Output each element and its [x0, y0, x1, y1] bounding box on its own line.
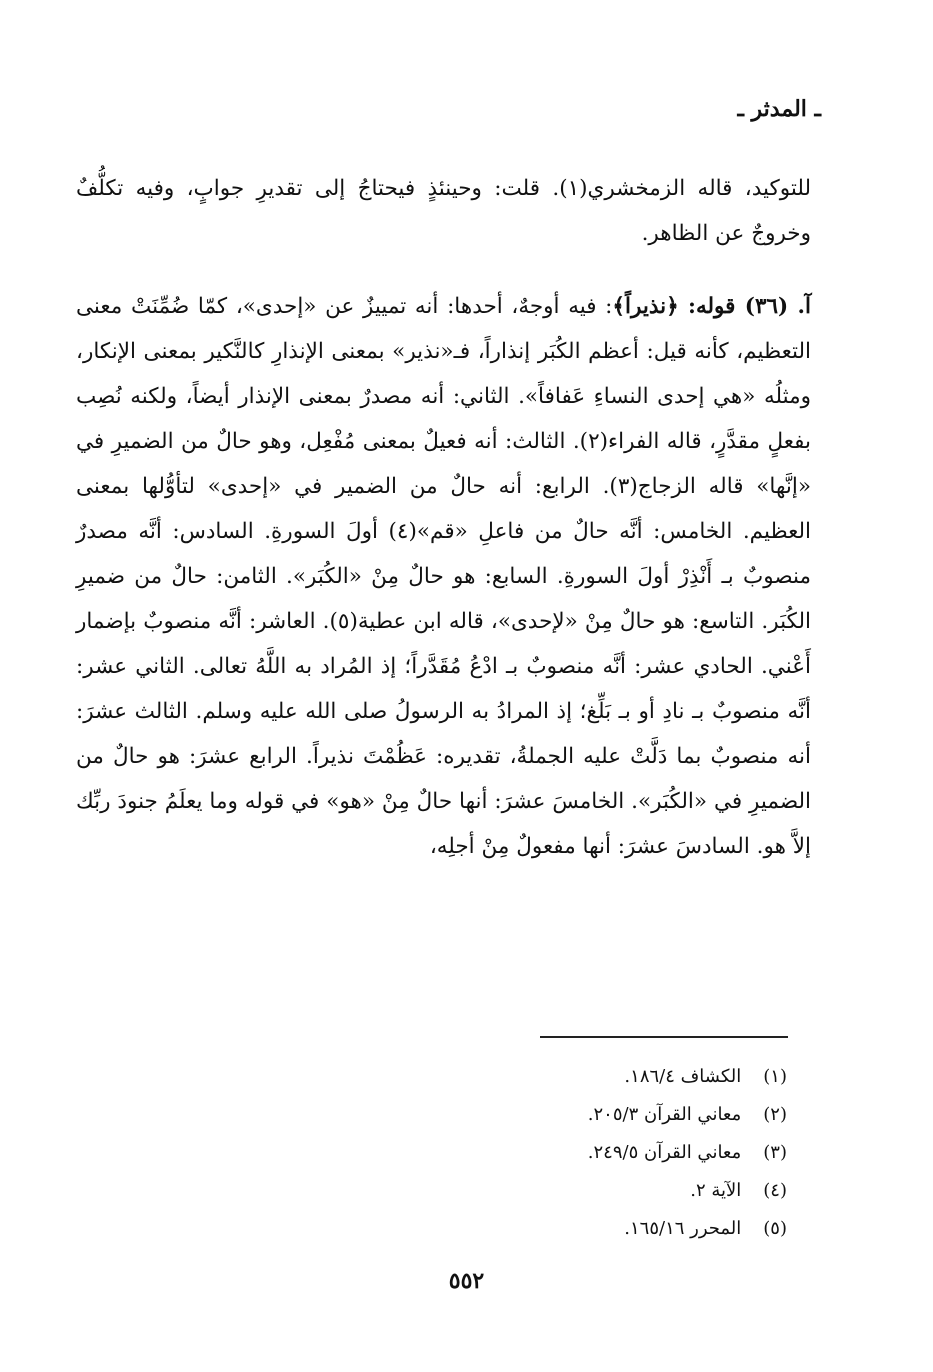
paragraph-verse-36 — [76, 284, 811, 869]
paragraph-text: : فيه أوجهٌ، أحدها: أنه تمييزٌ عن «إحدى»، كمّا ضُمِّنَتْ معنى التعظيم، كأنه قيل: أعظم الكُبَر إنذاراً، فـ«نذير» بمعنى الإنذارِ كالنَّكير بمعنى الإنكار، ومثلُه «هي إحدى النساءِ عَفافاً». الثاني: أنه مصدرٌ بمعنى الإنذار أيضاً، ولكنه نُصِب بفعلٍ مقدَّرٍ، قاله الفراء(٢). الثالث: أنه فعيلٌ بمعنى مُفْعِل، وهو حالٌ من الضميرِ في «إنَّها» قاله الزجاج(٣). الرابع: أنه حالٌ من الضمير في «إحدى» لتأوُّلها بمعنى العظيم. الخامس: أنَّه حالٌ من فاعلِ «قم»(٤) أولَ السورةِ. السادس: أنَّه مصدرٌ منصوبٌ بـ أَنْذِرْ أولَ السورةِ. السابع: هو حالٌ مِنْ «الكُبَر». الثامن: حالٌ من ضميرِ الكُبَر. التاسع: هو حالٌ مِنْ «لإحدى»، قاله ابن عطية(٥). العاشر: أنَّه منصوبٌ بإضمار أَعْني. الحادي عشر: أنَّه منصوبٌ بـ ادْعُ مُقَدَّراً؛ إذ المُراد به اللَّهُ تعالى. الثاني عشر: أنَّه منصوبٌ بـ نادِ أو بـ بَلِّغ؛ إذ المرادُ به الرسولُ صلى الله عليه وسلم. الثالث عشرَ: أنه منصوبٌ بما دَلَّتْ عليه الجملةُ، تقديره: عَظُمْتَ نذيراً. الرابع عشرَ: هو حالٌ من الضميرِ في «الكُبَر». الخامسَ عشرَ: أنها حالٌ مِنْ «هو» في قوله وما يعلَمُ جنودَ ربِّك إلاَّ هو. السادسَ عشرَ: أنها مفعولٌ مِنْ أجلِه، — [76, 294, 812, 859]
footnote-item — [447, 1096, 787, 1134]
footnote-text: الكشاف ١٨٦/٤. — [624, 1066, 742, 1087]
footnote-number: (١) — [763, 1066, 787, 1087]
main-text — [76, 166, 811, 869]
verse-heading: آ. (٣٦) قوله: ﴿نذيراً﴾ — [612, 294, 812, 319]
footnote-item — [447, 1210, 787, 1248]
page-number: ٥٥٢ — [448, 1268, 485, 1294]
footnote-item — [447, 1172, 787, 1210]
paragraph-continuation — [76, 166, 811, 256]
footnote-text: الآية ٢. — [690, 1180, 742, 1201]
footnote-text: معاني القرآن ٢٤٩/٥. — [587, 1142, 742, 1163]
footnote-text: معاني القرآن ٢٠٥/٣. — [587, 1104, 742, 1125]
running-header: ـ المدثر ـ — [737, 96, 821, 122]
footnote-number: (٤) — [763, 1180, 787, 1201]
footnote-item — [447, 1134, 787, 1172]
footnote-text: المحرر ١٦٥/١٦. — [624, 1218, 742, 1239]
paragraph-text: للتوكيد، قاله الزمخشري(١). قلت: وحينئذٍ فيحتاجُ إلى تقديرِ جوابٍ، وفيه تكلُّفٌ وخروجٌ عن الظاهر. — [76, 176, 811, 246]
footnote-number: (٢) — [763, 1104, 787, 1125]
footnote-number: (٥) — [763, 1218, 787, 1239]
footnote-divider — [540, 1036, 788, 1038]
footnotes — [447, 1058, 787, 1248]
footnote-item — [447, 1058, 787, 1096]
footnote-number: (٣) — [763, 1142, 787, 1163]
